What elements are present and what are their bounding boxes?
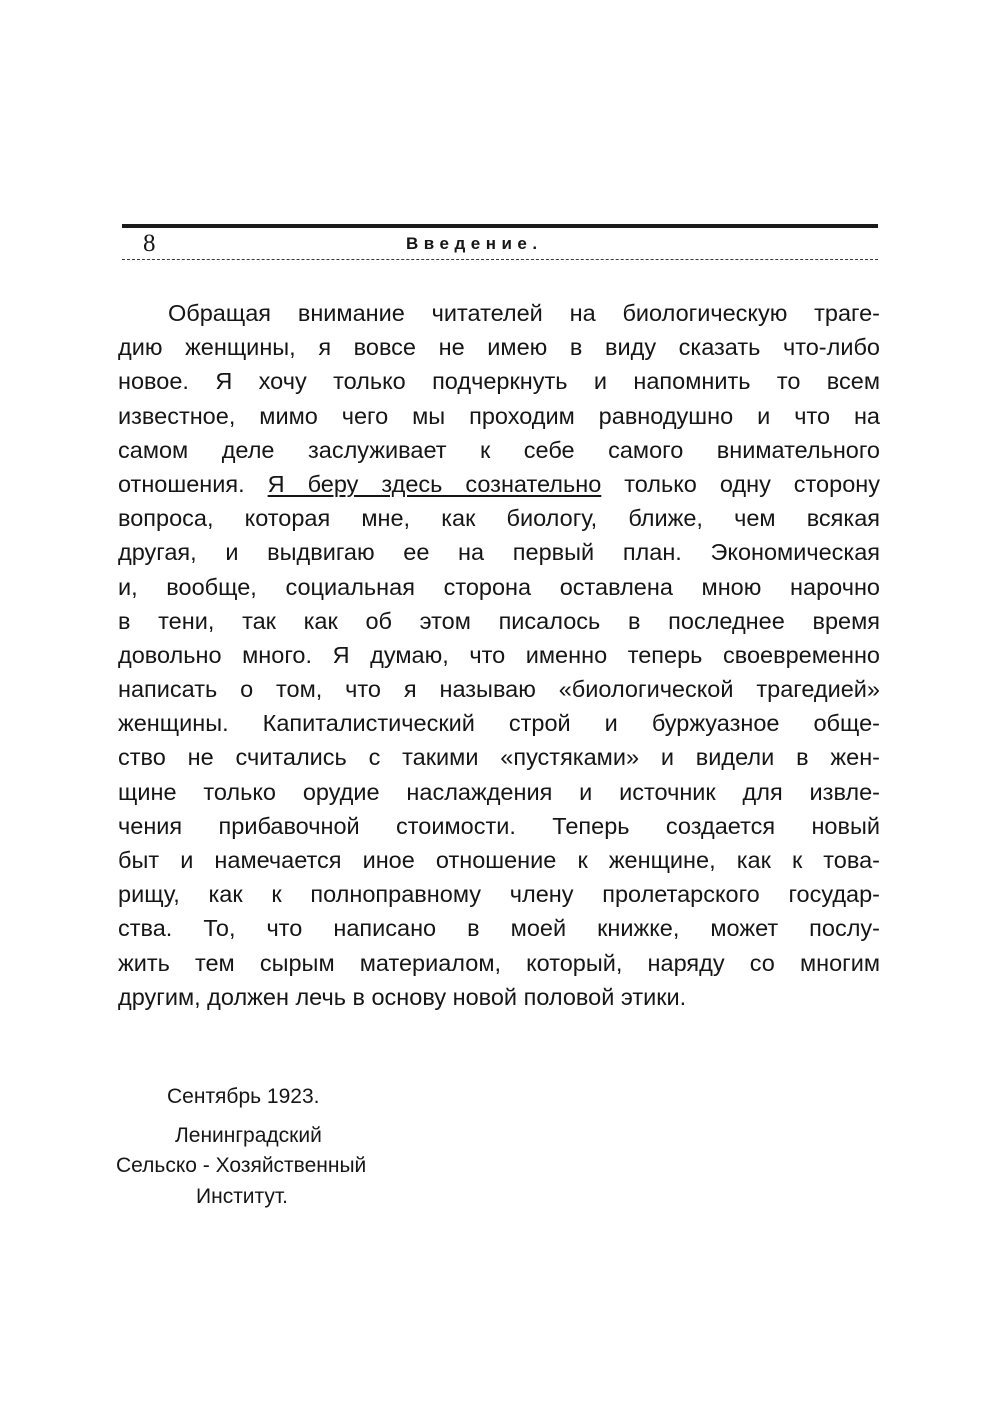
header-rule-top	[122, 224, 878, 228]
paragraph-line-with-underline	[118, 467, 880, 501]
paragraph-line: Обращая внимание читателей на биологическую траге-	[168, 300, 880, 326]
signature-institution-line-2: Сельско - Хозяйственный	[116, 1154, 367, 1177]
underlined-phrase: Я беру здесь сознательно	[267, 470, 602, 497]
paragraph-line: и, вообще, социальная сторона оставлена мною нарочно	[118, 573, 880, 600]
signature-institution-line-1: Ленинградский	[175, 1124, 322, 1147]
main-paragraph	[118, 296, 880, 1014]
paragraph-line: самом деле заслуживает к себе самого внимательного	[118, 436, 880, 463]
paragraph-line: другая, и выдвигаю ее на первый план. Экономическая	[118, 539, 880, 566]
signature-date: Сентябрь 1923.	[167, 1085, 320, 1108]
paragraph-line: ство не считались с такими «пустяками» и видели в жен-	[118, 744, 880, 771]
paragraph-line: написать о том, что я называю «биологической трагедией»	[118, 676, 880, 703]
paragraph-line: известное, мимо чего мы проходим равнодушно и что на	[118, 402, 880, 429]
paragraph-line: жить тем сырым материалом, который, наряду со многим	[118, 949, 880, 976]
paragraph-line: быт и намечается иное отношение к женщине, как к това-	[118, 847, 880, 873]
header-rule-bottom	[122, 259, 878, 260]
page-number: 8	[143, 230, 156, 257]
paragraph-line-end: только одну сторону	[624, 470, 880, 497]
paragraph-line: новое. Я хочу только подчеркнуть и напомнить то всем	[118, 368, 880, 395]
paragraph-line: довольно много. Я думаю, что именно теперь своевременно	[118, 641, 880, 668]
running-title: Введение.	[406, 234, 543, 253]
paragraph-line: чения прибавочной стоимости. Теперь создается новый	[118, 812, 880, 839]
paragraph-line: дию женщины, я вовсе не имею в виду сказать что-либо	[118, 334, 880, 361]
paragraph-line-start: отношения.	[118, 470, 245, 497]
paragraph-line: вопроса, которая мне, как биологу, ближе, чем всякая	[118, 505, 880, 532]
paragraph-line: женщины. Капиталистический строй и буржуазное обще-	[118, 710, 880, 737]
paragraph-line: щине только орудие наслаждения и источник для извле-	[118, 778, 880, 805]
paragraph-line: ства. То, что написано в моей книжке, может послу-	[118, 915, 880, 942]
signature-institution-line-3: Институт.	[196, 1185, 289, 1208]
paragraph-line: другим, должен лечь в основу новой половой этики.	[118, 983, 687, 1010]
paragraph-line: рищу, как к полноправному члену пролетарского государ-	[118, 881, 880, 908]
paragraph-line: в тени, так как об этом писалось в последнее время	[118, 607, 880, 634]
